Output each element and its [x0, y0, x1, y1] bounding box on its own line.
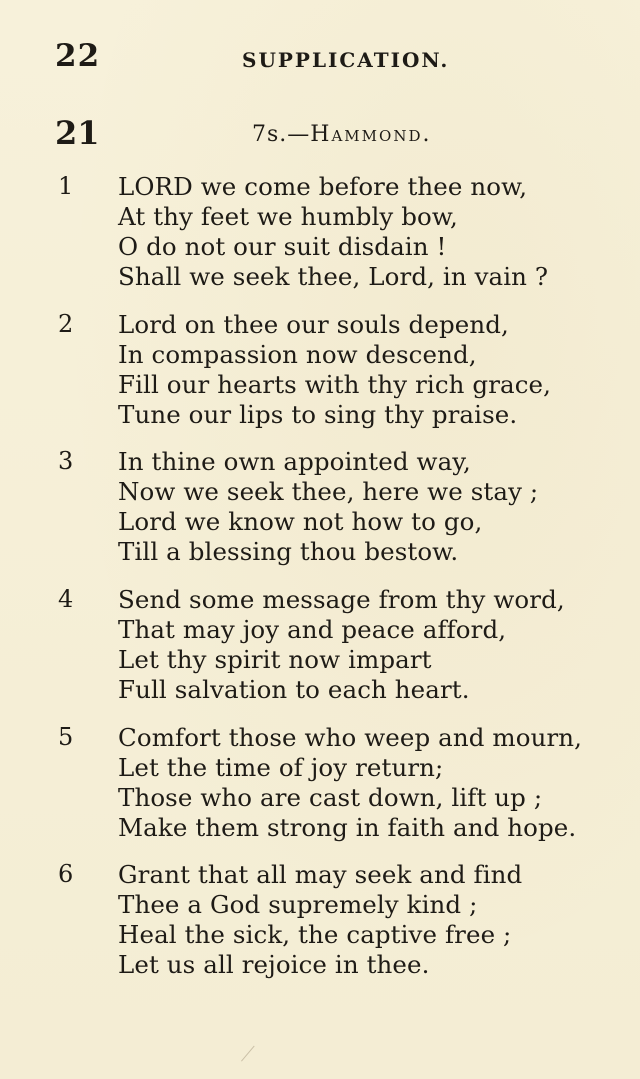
stanza-number: 5	[58, 723, 74, 751]
hymn-heading	[0, 114, 640, 154]
verse-line: Comfort those who weep and mourn,	[118, 723, 583, 752]
verse-line: Lord we know not how to go,	[118, 507, 483, 536]
verse-line: In compassion now descend,	[118, 340, 477, 369]
stanza-1	[0, 172, 640, 302]
stanza-number: 2	[58, 310, 74, 338]
stanza-4	[0, 585, 640, 715]
verse-line: Make them strong in faith and hope.	[118, 813, 577, 842]
stanza-lines	[118, 447, 588, 567]
verse-line: Shall we seek thee, Lord, in vain ?	[118, 262, 549, 291]
verse-line: Let thy spirit now impart	[118, 645, 432, 674]
meter-and-tune	[252, 122, 431, 147]
verse-line: Send some message from thy word,	[118, 585, 565, 614]
stanza-number: 6	[58, 860, 74, 888]
stanza-lines	[118, 310, 588, 430]
stanza-lines	[118, 585, 588, 705]
stanza-number: 3	[58, 447, 74, 475]
verse-line: O do not our suit disdain !	[118, 232, 447, 261]
verse-line: Let the time of joy return;	[118, 753, 444, 782]
stanza-number: 4	[58, 585, 74, 613]
stanza-6	[0, 860, 640, 990]
hymn-number: 21	[55, 114, 100, 152]
tune-name: Hammond.	[310, 122, 432, 147]
verse-line: Till a blessing thou bestow.	[118, 537, 459, 566]
stanza-lines	[118, 860, 588, 980]
verse-line: Thee a God supremely kind ;	[118, 890, 478, 919]
verse-line: Those who are cast down, lift up ;	[118, 783, 543, 812]
verse-line: Fill our hearts with thy rich grace,	[118, 370, 552, 399]
verse-line: LORD we come before thee now,	[118, 172, 528, 201]
paper-fold-mark	[241, 1046, 270, 1075]
verse-line: Tune our lips to sing thy praise.	[118, 400, 518, 429]
verse-line: Grant that all may seek and find	[118, 860, 523, 889]
stanza-3	[0, 447, 640, 577]
stanza-lines	[118, 723, 588, 843]
running-title: SUPPLICATION.	[242, 48, 450, 72]
verse-line: At thy feet we humbly bow,	[118, 202, 458, 231]
stanza-number: 1	[58, 172, 74, 200]
verse-line: Let us all rejoice in thee.	[118, 950, 430, 979]
verse-line: Lord on thee our souls depend,	[118, 310, 509, 339]
verse-line: Full salvation to each heart.	[118, 675, 470, 704]
stanza-5	[0, 723, 640, 853]
verse-line: That may joy and peace afford,	[118, 615, 507, 644]
page-number: 22	[55, 38, 101, 74]
stanza-2	[0, 310, 640, 440]
verse-line: Heal the sick, the captive free ;	[118, 920, 512, 949]
stanza-lines	[118, 172, 588, 292]
meter: 7s.—	[252, 122, 311, 147]
verse-line: Now we seek thee, here we stay ;	[118, 477, 539, 506]
page-header	[0, 38, 640, 78]
verse-line: In thine own appointed way,	[118, 447, 471, 476]
